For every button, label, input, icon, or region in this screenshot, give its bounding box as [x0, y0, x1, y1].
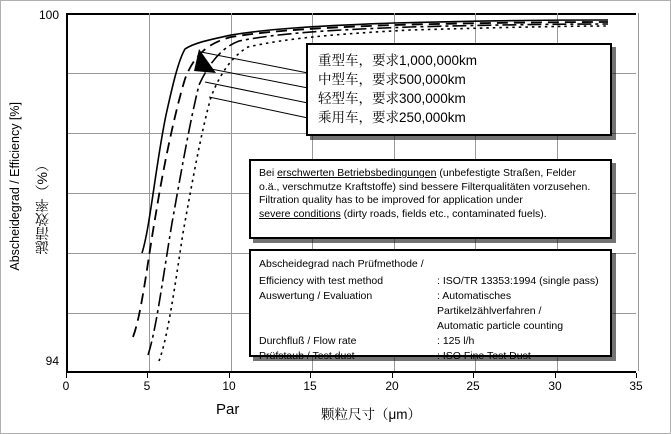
callout-de-line-4b: (dirty roads, fields etc., contaminated fuels).: [340, 207, 547, 220]
callout-cn-line-1: 重型车，要求1,000,000km: [318, 53, 478, 68]
callout-test-row-5-key: Prüfstaub / Test dust: [259, 350, 355, 362]
callout-de-line-1: [259, 167, 602, 181]
x-tick-15: 15: [303, 379, 317, 393]
y-axis-title-inner-text: 滤清效率（%）: [34, 157, 50, 255]
callout-de-line-1b: erschwerten Betriebsbedingungen: [277, 167, 437, 179]
x-tick-0: 0: [62, 379, 70, 393]
x-tick-35: 35: [629, 379, 643, 393]
x-tick-30: 30: [548, 379, 562, 393]
callout-cn-line-4: 乘用车，要求250,000km: [318, 110, 466, 125]
x-tickmark-5: [147, 373, 148, 378]
callout-test-row-1-value: : ISO/TR 13353:1994 (single pass): [437, 275, 599, 287]
callout-test-row-4-key: Durchfluß / Flow rate: [259, 335, 357, 347]
callout-test-row-4: [259, 334, 602, 349]
y-axis-title-inner: [31, 121, 53, 291]
x-tick-20: 20: [385, 379, 399, 393]
callout-de-line-3: Filtration quality has to be improved for application under: [259, 194, 523, 206]
callout-test-row-3-key: [259, 319, 437, 334]
y-tick-100: 100: [38, 8, 59, 22]
x-tickmark-20: [392, 373, 393, 378]
y-axis-title-outer-text: Abscheidegrad / Efficiency [%]: [8, 101, 22, 271]
callout-test-row-1-key: Efficiency with test method: [259, 275, 384, 287]
callout-cn-line-3: 轻型车，要求300,000km: [318, 91, 466, 106]
callout-cn-line-2: 中型车，要求500,000km: [318, 72, 466, 87]
y-axis-title-outer: [3, 1, 27, 371]
x-tickmark-30: [555, 373, 556, 378]
callout-severe-conditions: [249, 159, 612, 239]
x-tick-10: 10: [222, 379, 236, 393]
callout-de-line-1a: Bei: [259, 167, 278, 179]
callout-test-row-2: [259, 289, 602, 319]
callout-de-line-2: o.ä., verschmutze Kraftstoffe) sind bessere Filterqualitäten vorzusehen.: [259, 180, 591, 193]
callout-test-row-2-key: Auswertung / Evaluation: [259, 290, 373, 302]
x-tickmark-15: [310, 373, 311, 378]
callout-test-row-2-value: : Automatisches Partikelzählverfahren /: [437, 290, 542, 317]
x-tick-25: 25: [466, 379, 480, 393]
callout-test-row-5: [259, 349, 602, 364]
callout-test-row-5-value: : ISO Fine Test Dust: [437, 350, 531, 362]
callout-test-row-1: [259, 274, 602, 289]
x-tickmark-10: [229, 373, 230, 378]
callout-test-row-3: [259, 319, 602, 334]
callout-de-line-4: [259, 208, 602, 222]
callout-test-row-3-value: Automatic particle counting: [437, 320, 564, 332]
x-axis-title-right: 颗粒尺寸（μm）: [321, 407, 422, 422]
callout-de-line-1c: (unbefestigte Straßen, Felder: [436, 167, 576, 179]
x-axis-title-left: Par: [216, 401, 240, 418]
callout-test-title: Abscheidegrad nach Prüfmethode /: [259, 258, 424, 270]
callout-test-method: [249, 249, 612, 362]
x-tick-5: 5: [143, 379, 151, 393]
callout-de-line-4a: severe conditions: [259, 207, 341, 220]
callout-requirements-cn: [306, 43, 612, 136]
y-tick-94: 94: [45, 354, 59, 368]
x-tickmark-35: [636, 373, 637, 378]
x-tickmark-0: [66, 373, 67, 378]
leader-lines: [201, 52, 308, 118]
x-tickmark-25: [473, 373, 474, 378]
gridline-x-35: [638, 13, 639, 371]
callout-test-row-4-value: : 125 l/h: [437, 335, 475, 347]
